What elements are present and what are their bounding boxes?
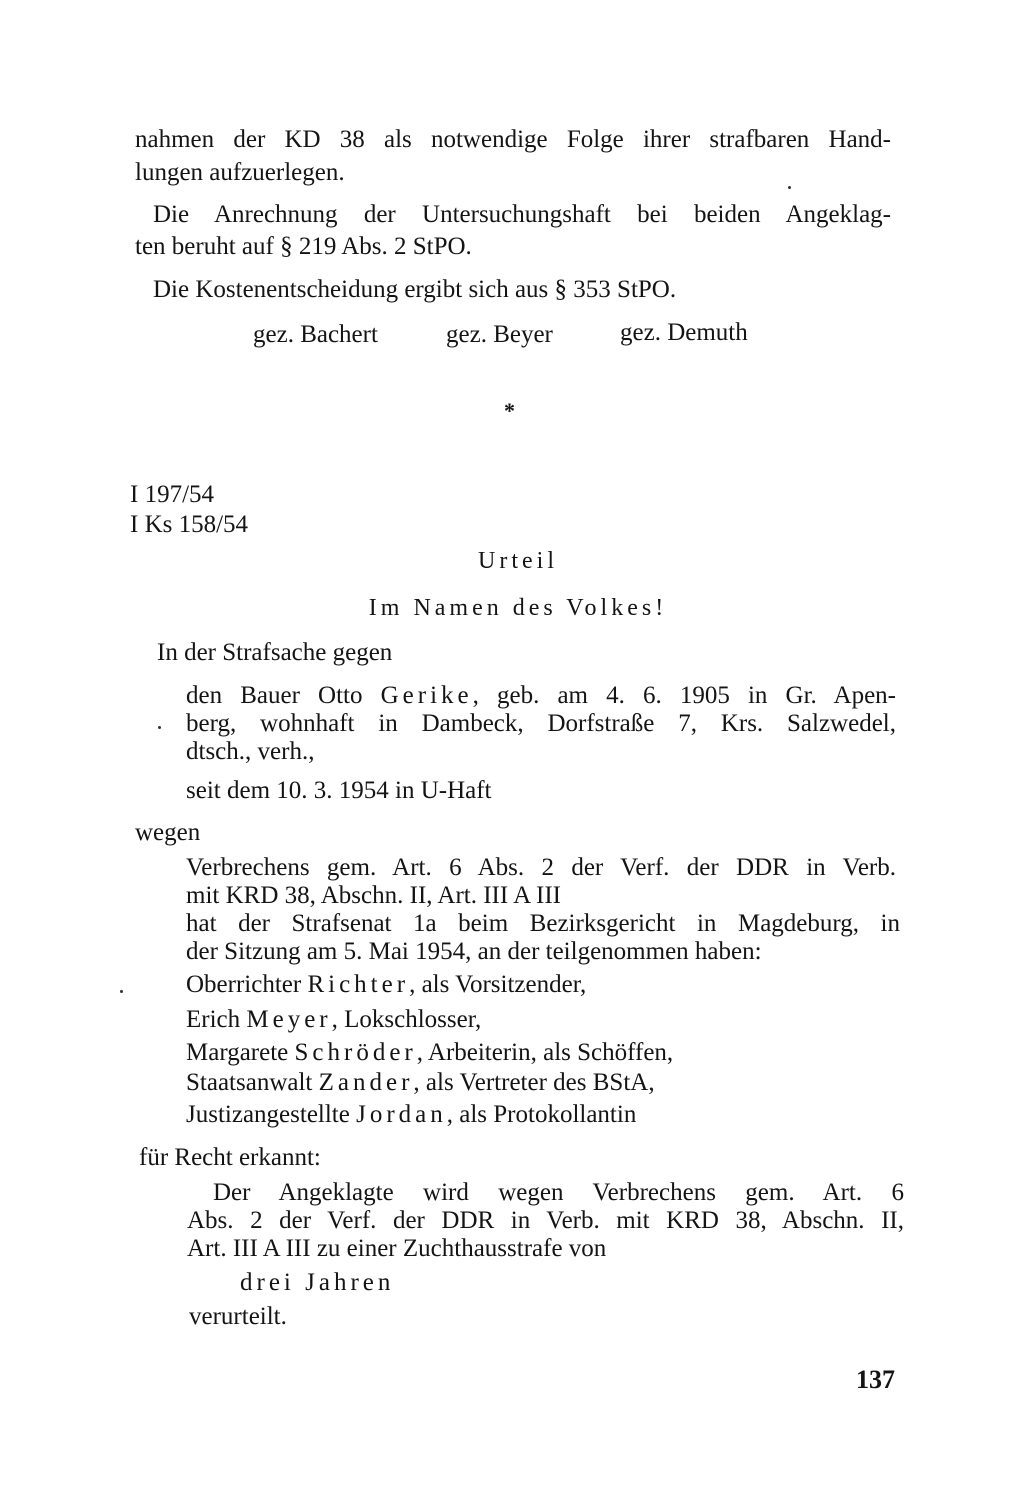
defendant-name: Gerike [380,682,473,709]
case-number-1: I 197/54 [130,481,215,508]
wegen-label: wegen [135,819,201,846]
participant-function: , als Protokollantin [446,1101,637,1128]
margin-mark-2 [120,990,123,993]
participant-name: Zander [318,1069,414,1096]
case-number-2: I Ks 158/54 [130,511,249,538]
separator-asterisk: * [504,398,515,423]
participant-role: Justizangestellte [186,1101,357,1128]
participant-clerk [186,1100,636,1130]
verdict-line1: Der Angeklagte wird wegen Verbrechens gem. Art. 6 [213,1179,904,1206]
charge-line2: mit KRD 38, Abschn. II, Art. III A III [186,882,561,909]
costs-paragraph: Die Kostenentscheidung ergibt sich aus § 353 StPO. [153,276,677,303]
judgment-title: Urteil [478,548,558,574]
paragraph2-line1: Die Anrechnung der Untersuchungshaft bei beiden Angeklag- [153,201,891,228]
defendant-line2: berg, wohnhaft in Dambeck, Dorfstraße 7, Krs. Salzwedel, [186,710,896,737]
verdict-sentence: drei Jahren [240,1269,395,1296]
participant-name: Richter [307,971,410,998]
verdict-closing: verurteilt. [189,1303,287,1330]
participant-function: , Arbeiterin, als Schöffen, [416,1039,674,1066]
verdict-line2: Abs. 2 der Verf. der DDR in Verb. mit KRD 38, Abschn. II, [187,1207,904,1234]
intro-line: In der Strafsache gegen [157,639,393,666]
margin-mark-1 [158,726,161,729]
signature-bachert: gez. Bachert [253,321,378,348]
participant-function: , als Vertreter des BStA, [413,1069,655,1096]
stray-mark [788,186,791,189]
judgment-subtitle: Im Namen des Volkes! [368,595,668,621]
participant-function: , Lokschlosser, [331,1006,482,1033]
participant-name: Meyer [246,1006,332,1033]
participant-schroeder [186,1038,673,1068]
defendant-line1-pre: den Bauer Otto [186,682,381,709]
defendant-line1-post: , geb. am 4. 6. 1905 in Gr. Apen- [472,682,896,709]
defendant-line3: dtsch., verh., [186,738,315,765]
paragraph1-line1: nahmen der KD 38 als notwendige Folge ihrer strafbaren Hand- [135,126,891,153]
charge-line1: Verbrechens gem. Art. 6 Abs. 2 der Verf. der DDR in Verb. [186,854,896,881]
defendant-custody: seit dem 10. 3. 1954 in U-Haft [186,777,492,804]
signature-beyer: gez. Beyer [446,321,553,348]
participant-prosecutor [186,1068,655,1098]
signature-demuth: gez. Demuth [620,319,748,346]
participant-name: Schröder [294,1039,417,1066]
participant-meyer [186,1005,481,1035]
charge-line4: der Sitzung am 5. Mai 1954, an der teilgenommen haben: [186,938,762,965]
participant-role: Oberrichter [186,971,308,998]
verdict-line3: Art. III A III zu einer Zuchthausstrafe von [187,1235,607,1262]
participant-function: , als Vorsitzender, [409,971,587,998]
participant-role: Staatsanwalt [186,1069,319,1096]
verdict-intro: für Recht erkannt: [139,1144,321,1171]
participant-role: Erich [186,1006,247,1033]
participant-name: Jordan [356,1101,447,1128]
charge-line3: hat der Strafsenat 1a beim Bezirksgericht in Magdeburg, in [186,910,900,937]
paragraph1-line2: lungen aufzuerlegen. [135,159,345,186]
paragraph2-line2: ten beruht auf § 219 Abs. 2 StPO. [135,233,472,260]
participant-role: Margarete [186,1039,295,1066]
participant-presiding-judge [186,970,586,1000]
defendant-line1 [186,681,896,711]
page-number: 137 [856,1365,895,1394]
